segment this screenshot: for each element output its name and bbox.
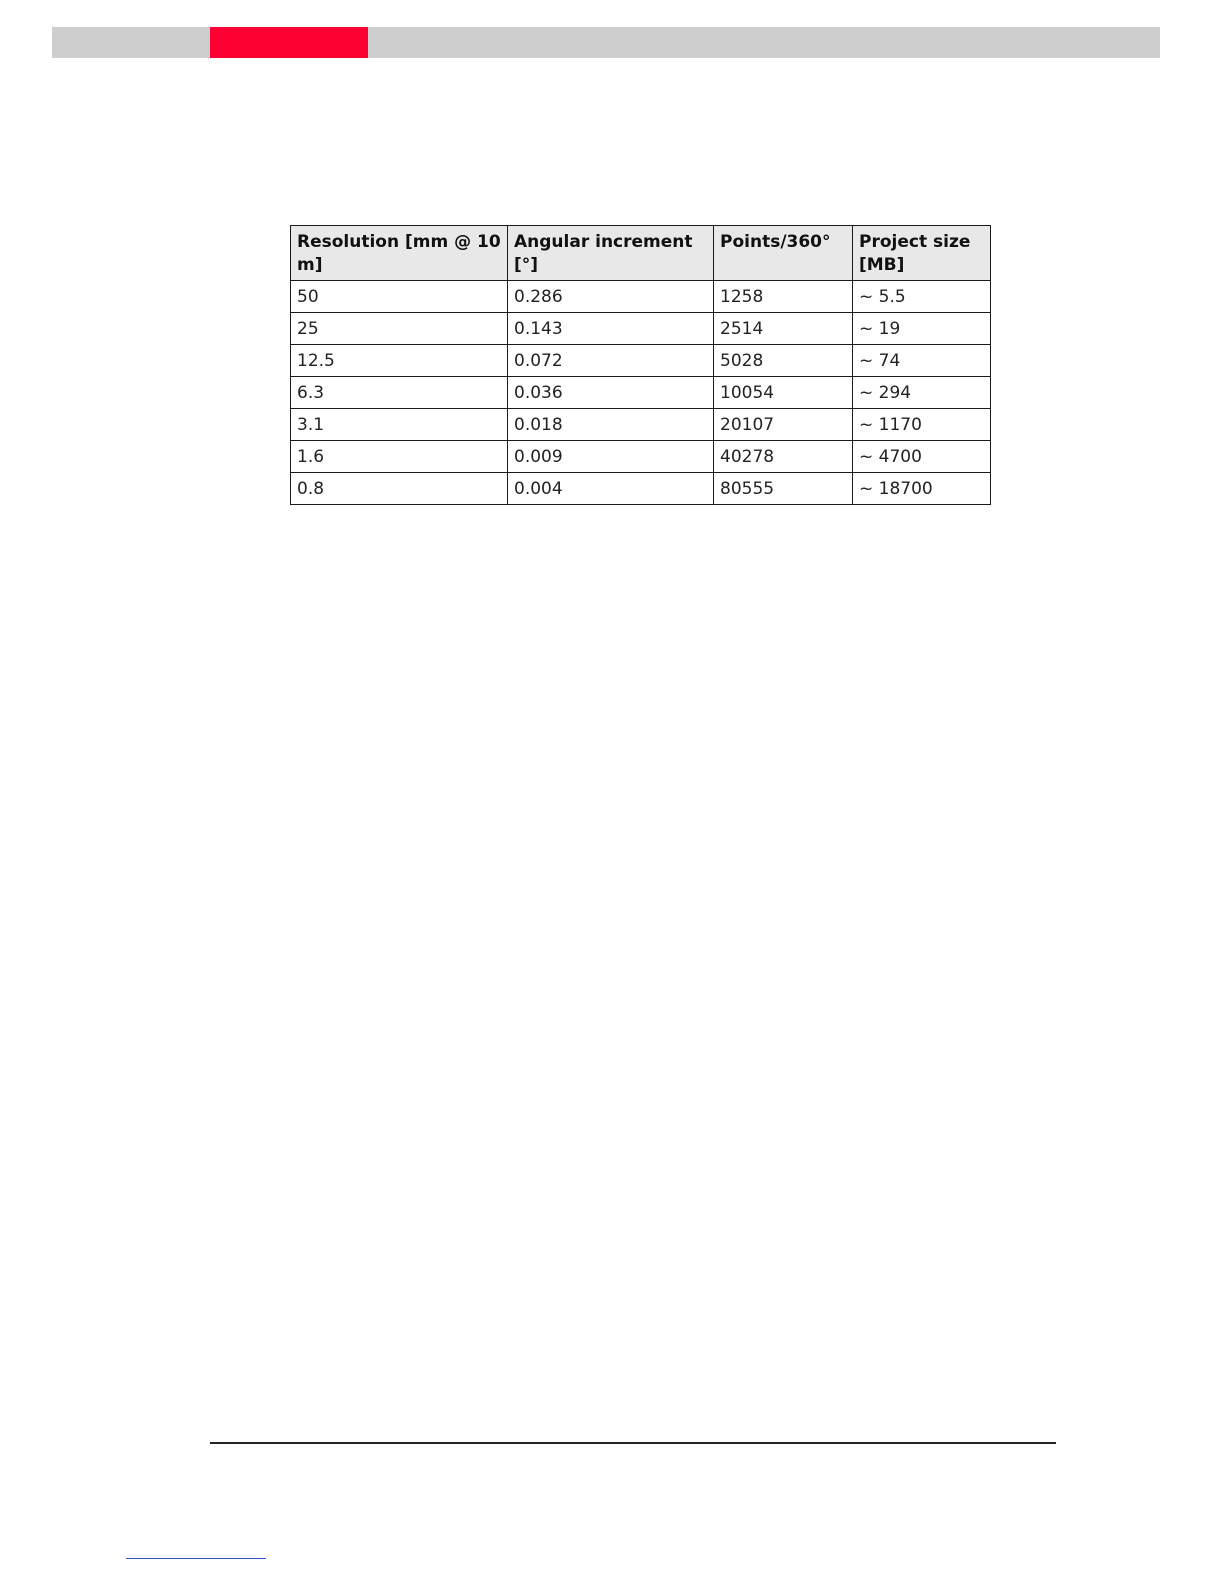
table-row: [291, 313, 991, 345]
cell-project-size: ~ 5.5: [853, 281, 991, 313]
cell-angular-increment: 0.009: [508, 441, 714, 473]
cell-points: 20107: [714, 409, 853, 441]
cell-resolution: 0.8: [291, 473, 508, 505]
header-points-per-360: Points/360°: [714, 226, 853, 281]
cell-points: 2514: [714, 313, 853, 345]
cell-project-size: ~ 1170: [853, 409, 991, 441]
header-resolution: Resolution [mm @ 10 m]: [291, 226, 508, 281]
cell-points: 5028: [714, 345, 853, 377]
cell-points: 40278: [714, 441, 853, 473]
resolution-table: [290, 225, 991, 505]
cell-resolution: 25: [291, 313, 508, 345]
header-project-size: Project size [MB]: [853, 226, 991, 281]
table-row: [291, 473, 991, 505]
table-row: [291, 441, 991, 473]
table-row: [291, 345, 991, 377]
table-row: [291, 281, 991, 313]
cell-points: 10054: [714, 377, 853, 409]
cell-project-size: ~ 18700: [853, 473, 991, 505]
header-accent-block: [210, 27, 368, 58]
cell-resolution: 12.5: [291, 345, 508, 377]
cell-project-size: ~ 294: [853, 377, 991, 409]
cell-resolution: 1.6: [291, 441, 508, 473]
cell-resolution: 6.3: [291, 377, 508, 409]
cell-angular-increment: 0.143: [508, 313, 714, 345]
cell-resolution: 50: [291, 281, 508, 313]
cell-project-size: ~ 74: [853, 345, 991, 377]
header-bar: [52, 27, 1160, 58]
cell-resolution: 3.1: [291, 409, 508, 441]
cell-angular-increment: 0.286: [508, 281, 714, 313]
footer-link-underline[interactable]: [126, 1558, 266, 1559]
table-row: [291, 377, 991, 409]
table-header-row: [291, 226, 991, 281]
cell-project-size: ~ 4700: [853, 441, 991, 473]
footer-divider: [210, 1442, 1056, 1444]
cell-angular-increment: 0.072: [508, 345, 714, 377]
header-angular-increment: Angular increment [°]: [508, 226, 714, 281]
cell-angular-increment: 0.036: [508, 377, 714, 409]
cell-angular-increment: 0.004: [508, 473, 714, 505]
table-row: [291, 409, 991, 441]
cell-points: 1258: [714, 281, 853, 313]
cell-angular-increment: 0.018: [508, 409, 714, 441]
cell-project-size: ~ 19: [853, 313, 991, 345]
cell-points: 80555: [714, 473, 853, 505]
